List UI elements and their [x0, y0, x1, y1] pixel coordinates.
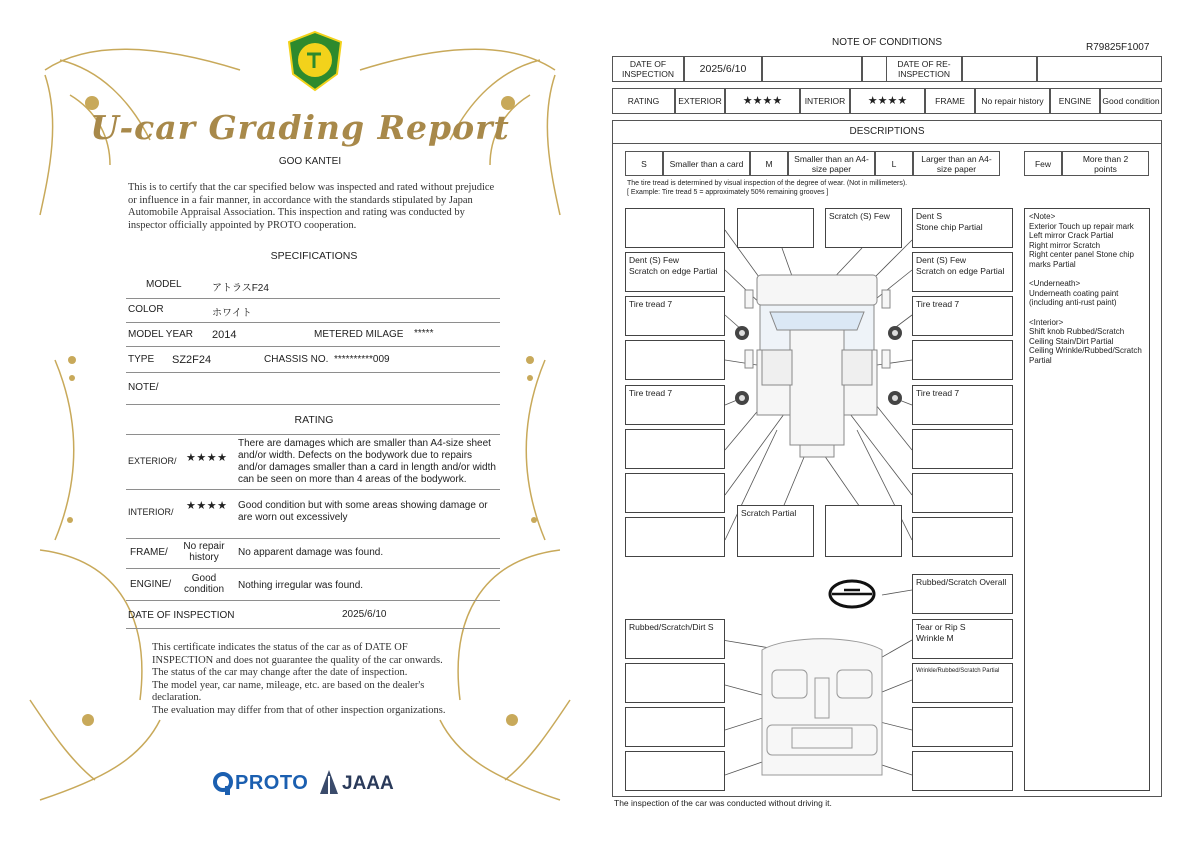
inspection-date-label: DATE OF INSPECTION	[128, 610, 235, 621]
damage-box-steering: Rubbed/Scratch Overall	[912, 574, 1013, 614]
damage-box-top-scratch: Scratch (S) Few	[825, 208, 902, 248]
jaaa-logo-icon	[318, 768, 340, 796]
damage-box	[825, 505, 902, 557]
engine-value-cell: Good condition	[1100, 88, 1162, 114]
exterior-stars-cell: ★★★★	[725, 88, 800, 114]
color-value: ホワイト	[212, 308, 252, 319]
rating-row-engine	[126, 568, 500, 601]
damage-box	[625, 707, 725, 747]
interior-label-cell: INTERIOR	[800, 88, 850, 114]
legend-s-desc: Smaller than a card	[663, 151, 750, 176]
legend-l-desc: Larger than an A4-size paper	[913, 151, 1000, 176]
note-line: Ceiling Wrinkle/Rubbed/Scratch Partial	[1029, 346, 1142, 365]
damage-box-interior-right	[912, 619, 1013, 659]
inspection-date-value: 2025/6/10	[342, 609, 387, 620]
date-blank-cell	[762, 56, 862, 82]
spec-row-model	[126, 272, 500, 299]
damage-box-line: Dent (S) Few	[629, 255, 680, 265]
damage-box-tire-fl: Tire tread 7	[625, 296, 725, 336]
mileage-value: *****	[414, 328, 434, 339]
damage-box-tire-rr: Tire tread 7	[912, 385, 1013, 425]
footer-line: The evaluation may differ from that of other inspection organizations.	[152, 704, 446, 716]
engine-label: ENGINE/	[130, 579, 172, 590]
exterior-stars: ★★★★	[186, 452, 228, 464]
goo-kantei-badge-icon	[287, 30, 343, 92]
damage-box-interior-left: Rubbed/Scratch/Dirt S	[625, 619, 725, 659]
note-line: Right center panel Stone chip marks Partial	[1029, 250, 1134, 269]
damage-box	[912, 707, 1013, 747]
note-line: Left mirror Crack Partial	[1029, 231, 1114, 241]
chassis-value: **********009	[334, 354, 390, 365]
footer-line: This certificate indicates the status of the car as of DATE OF	[152, 642, 408, 653]
spec-row-type	[126, 346, 500, 373]
tire-note-1: The tire tread is determined by visual inspection of the degree of wear. (Not in millimeters).	[627, 180, 908, 187]
damage-box	[912, 473, 1013, 513]
damage-box-top-dent	[912, 208, 1013, 248]
certificate-intro: This is to certify that the car specified below was inspected and rated without prejudice or influence in a fair manner, in accordance with the standards stipulated by Japan Automobile Appraisal Association. This inspection and rating was conducted by inspector officially appointed by PROTO cooperation.	[128, 182, 495, 231]
damage-box	[625, 517, 725, 557]
date-label-cell: DATE OF INSPECTION	[612, 56, 684, 82]
damage-box	[912, 429, 1013, 469]
frame-label-cell: FRAME	[925, 88, 975, 114]
model-year-label: MODEL YEAR	[128, 329, 194, 340]
damage-box-line: Tear or Rip S	[916, 622, 966, 632]
legend-l: L	[875, 151, 913, 176]
engine-desc: Nothing irregular was found.	[238, 580, 364, 591]
damage-box	[737, 208, 814, 248]
rating-row-frame	[126, 538, 500, 569]
damage-box-line: Dent S	[916, 211, 942, 221]
footer-line: INSPECTION and does not guarantee the quality of the car onwards.	[152, 654, 443, 666]
certificate-subtitle: GOO KANTEI	[278, 156, 342, 167]
car-interior-icon	[762, 639, 882, 775]
damage-box	[625, 751, 725, 791]
car-topview-icon	[745, 275, 890, 457]
proto-logo-icon	[212, 770, 234, 796]
exterior-label: EXTERIOR/	[128, 456, 177, 466]
interior-desc: Good condition but with some areas showing damage or are worn out excessively	[238, 500, 488, 523]
legend-few-desc: More than 2 points	[1062, 151, 1149, 176]
interior-label: INTERIOR/	[128, 507, 174, 517]
note-line: <Interior>	[1029, 317, 1064, 327]
spec-row-note	[126, 372, 500, 405]
damage-box-right-dent	[912, 252, 1013, 292]
rating-label-cell: RATING	[612, 88, 675, 114]
rating-row-interior	[126, 488, 500, 539]
certificate-title: U-car Grading Report	[90, 108, 510, 147]
legend-few: Few	[1024, 151, 1062, 176]
engine-value: Good condition	[183, 573, 225, 595]
note-label: NOTE/	[128, 382, 159, 393]
spec-row-color	[126, 298, 500, 323]
damage-box-line: Dent (S) Few	[916, 255, 967, 265]
exterior-label-cell: EXTERIOR	[675, 88, 725, 114]
rating-row-date	[126, 600, 500, 629]
legend-m: M	[750, 151, 788, 176]
footer-line: The model year, car name, mileage, etc. are based on the dealer's	[152, 679, 425, 691]
reinspection-blank-cell	[1037, 56, 1162, 82]
damage-box	[912, 340, 1013, 380]
note-line	[1029, 308, 1145, 318]
frame-label: FRAME/	[130, 547, 168, 558]
damage-box-bottom-scratch: Scratch Partial	[737, 505, 814, 557]
color-label: COLOR	[128, 304, 164, 315]
damage-box-line: Scratch on edge Partial	[916, 266, 1005, 276]
damage-box	[625, 208, 725, 248]
damage-box-left-dent	[625, 252, 725, 292]
mileage-label: METERED MILAGE	[314, 329, 404, 340]
sheet-footer: The inspection of the car was conducted without driving it.	[614, 798, 832, 808]
type-value: SZ2F24	[172, 354, 212, 366]
damage-box	[912, 751, 1013, 791]
notes-panel	[1024, 208, 1150, 791]
model-year-value: 2014	[212, 329, 237, 341]
chassis-label: CHASSIS NO.	[264, 354, 329, 365]
note-line: Right mirror Scratch	[1029, 240, 1101, 250]
reinspection-value-cell	[962, 56, 1037, 82]
certificate-footer-note	[152, 642, 482, 718]
model-value: アトラスF24	[212, 283, 269, 294]
rating-row-exterior	[126, 434, 500, 490]
damage-box-tire-rl: Tire tread 7	[625, 385, 725, 425]
rating-heading: RATING	[294, 414, 334, 426]
frame-value-cell: No repair history	[975, 88, 1050, 114]
sheet-title: NOTE OF CONDITIONS	[832, 37, 942, 48]
damage-box-interior-right-small: Wrinkle/Rubbed/Scratch Partial	[912, 663, 1013, 703]
specifications-heading: SPECIFICATIONS	[270, 250, 358, 262]
jaaa-logo-text: JAAA	[342, 773, 394, 794]
interior-stars-cell: ★★★★	[850, 88, 925, 114]
descriptions-heading: DESCRIPTIONS	[612, 120, 1162, 144]
steering-wheel-icon	[830, 581, 874, 607]
note-line: Ceiling Stain/Dirt Partial	[1029, 336, 1114, 346]
legend-m-desc: Smaller than an A4-size paper	[788, 151, 875, 176]
exterior-desc: There are damages which are smaller than A4-size sheet and/or width. Defects on the bodywork due to repairs and/or damages smaller than a card in length and/or width can be seen on more than 4 areas of the bodywork.	[238, 438, 496, 485]
legend-s: S	[625, 151, 663, 176]
damage-box-line: Stone chip Partial	[916, 222, 983, 232]
note-line: Shift knob Rubbed/Scratch	[1029, 327, 1125, 337]
damage-box-tire-fr: Tire tread 7	[912, 296, 1013, 336]
note-line: <Underneath>	[1029, 279, 1081, 289]
reinspection-label-cell: DATE OF RE-INSPECTION	[886, 56, 962, 82]
model-label: MODEL	[146, 279, 182, 290]
damage-box	[912, 517, 1013, 557]
frame-value: No repair history	[183, 541, 225, 563]
note-line	[1029, 270, 1145, 280]
note-line: Underneath coating paint (including anti-rust paint)	[1029, 288, 1119, 308]
note-line: <Note>	[1029, 212, 1056, 221]
damage-box	[625, 340, 725, 380]
reference-number: R79825F1007	[1086, 42, 1150, 53]
damage-box	[625, 429, 725, 469]
type-label: TYPE	[128, 354, 155, 365]
damage-box	[625, 663, 725, 703]
tire-note-2: [ Example: Tire tread 5 = approximately 50% remaining grooves ]	[627, 189, 829, 196]
damage-box	[625, 473, 725, 513]
frame-desc: No apparent damage was found.	[238, 547, 384, 558]
note-line: Exterior Touch up repair mark	[1029, 221, 1134, 231]
interior-stars: ★★★★	[186, 500, 228, 512]
damage-box-line: Wrinkle M	[916, 633, 954, 643]
proto-logo-text: PROTO	[235, 772, 309, 794]
damage-box-line: Scratch on edge Partial	[629, 266, 718, 276]
engine-label-cell: ENGINE	[1050, 88, 1100, 114]
date-value-cell: 2025/6/10	[684, 56, 762, 82]
footer-line: declaration.	[152, 692, 202, 704]
footer-line: The status of the car may change after the date of inspection.	[152, 667, 408, 679]
spec-row-year	[126, 322, 500, 347]
